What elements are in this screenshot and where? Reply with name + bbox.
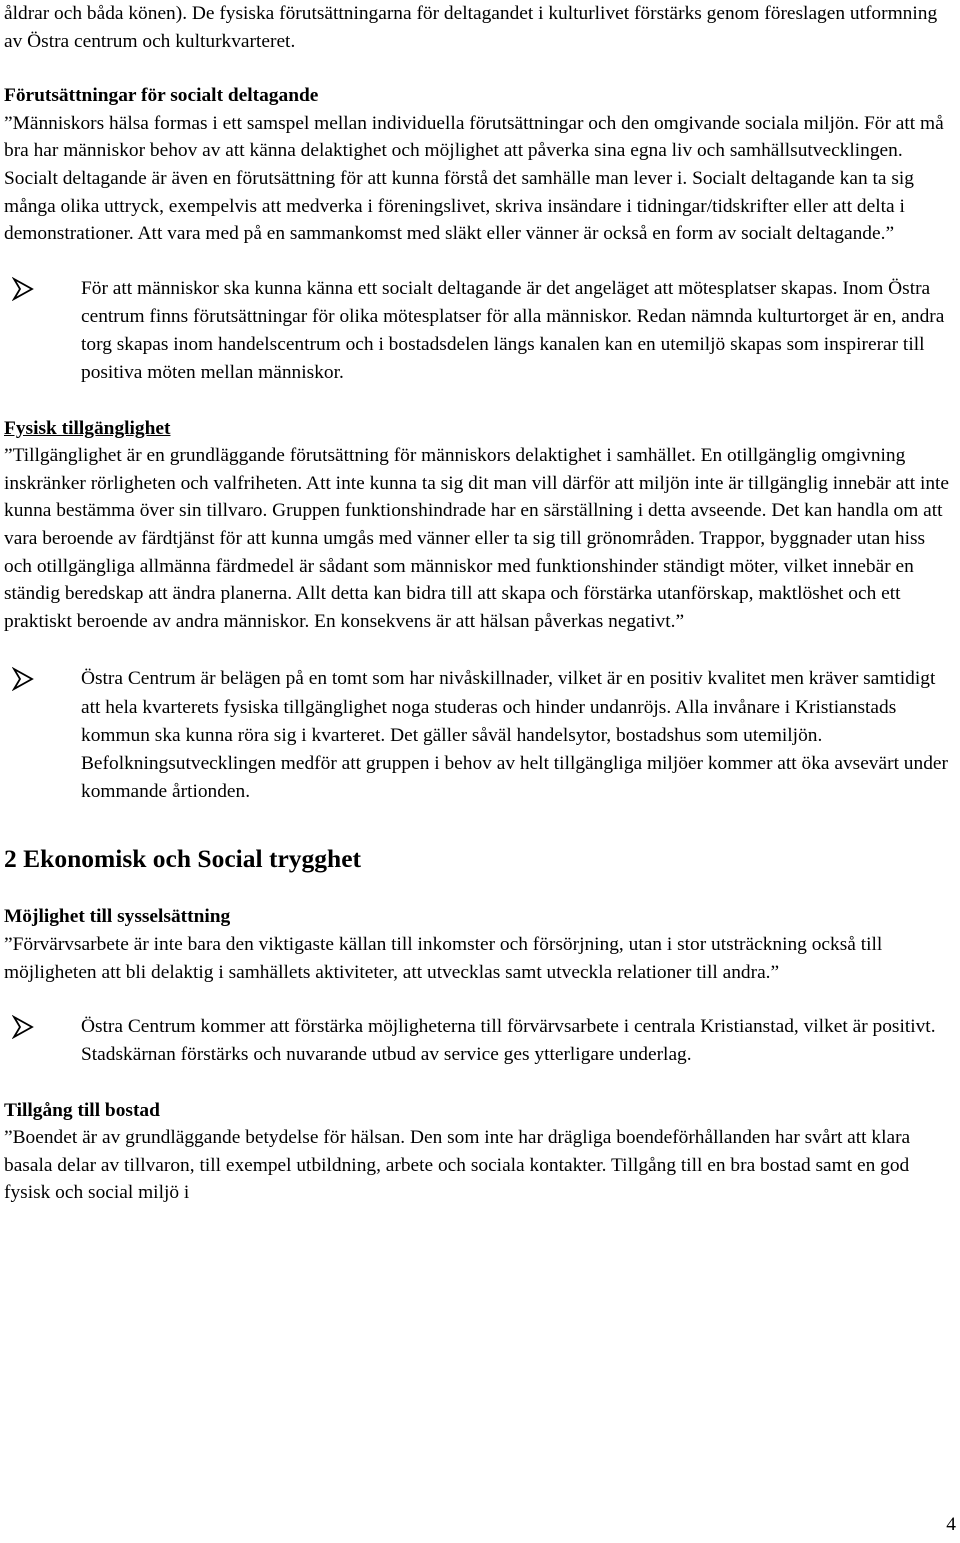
heading-physical-accessibility: Fysisk tillgänglighet [4,417,171,439]
document-page [4,0,956,1207]
paragraph-employment: ”Förvärvsarbete är inte bara den viktigaste källan till inkomster och försörjning, utan i stor utsträckning också till möjligheten att bli delaktig i samhällets aktiviteter, att utvecklas samt utveckla relationer till andra.” [4,933,883,983]
paragraph-housing: ”Boendet är av grundläggande betydelse för hälsan. Den som inte har drägliga boendeförhållanden har svårt att klara basala delar av tillvaron, till exempel utbildning, arbete och sociala kontakter. Tillgång till en bra bostad samt en god fysisk och social miljö i [4,1127,911,1204]
intro-paragraph: åldrar och båda könen). De fysiska förutsättningarna för deltagandet i kulturlivet förstärks genom föreslagen utformning av Östra centrum och kulturkvarteret. [4,3,938,52]
bullet-text: Östra Centrum är belägen på en tomt som har nivåskillnader, vilket är en positiv kvalitet men kräver samtidigt att hela kvarterets fysiska tillgänglighet noga studeras och hinder undanröjs. Alla invånare i Kristianstads kommun ska kunna röra sig i kvarteret. Det gäller såväl handelsytor, bostadshus som utemiljön. [81,668,936,746]
paragraph-physical-accessibility: ”Tillgänglighet är en grundläggande förutsättning för människors delaktighet i samhället. En otillgänglig omgivning inskränker rörligheten och valfriheten. Att inte kunna ta sig dit man vill därför att miljön inte är tillgänglig innebär att inte kunna bestämma över sin tillvaro. Gruppen funktionshindrade har en särställning i detta avseende. Det kan handla om att vara beroende av färdtjänst för att kunna umgås med vänner eller ta sig till grönområden. Trappor, byggnader utan hiss och otillgängliga allmänna färdmedel är sådant som människor med funktionshinder ständigt möter, vilket innebär en ständig beredskap att ändra planerna. Allt detta kan bidra till att skapa och förstärka utanförskap, maktlöshet och ett praktiskt beroende av andra människor. En konsekvens är att hälsan påverkas negativt.” [4,445,950,632]
bullet-text-continued: Befolkningsutvecklingen medför att gruppen i behov av helt tillgängliga miljöer kommer att öka avsevärt under kommande årtionden. [81,752,948,803]
arrow-bullet-icon [12,667,34,691]
bullet-text: Östra Centrum kommer att förstärka möjligheterna till förvärvsarbete i centrala Kristianstad, vilket är positivt. Stadskärnan förstärks och nuvarande utbud av service ges ytterligare underlag. [81,1016,936,1066]
heading-social-participation: Förutsättningar för socialt deltagande [4,85,319,107]
arrow-bullet-icon [12,1015,34,1039]
bullet-meeting-places [4,275,956,388]
section-heading-economic-social-security: 2 Ekonomisk och Social trygghet [4,844,362,874]
arrow-bullet-icon [12,277,34,301]
page-number: 4 [946,1514,956,1535]
heading-housing: Tillgång till bostad [4,1099,160,1121]
bullet-text: För att människor ska kunna känna ett socialt deltagande är det angeläget att mötesplatser skapas. Inom Östra centrum finns förutsättningar för olika mötesplatser för alla människor. Redan nämnda kulturtorget är en, andra torg skapas inom handelscentrum och i bostadsdelen längs kanalen kan en utemiljö skapas som inspirerar till positiva möten mellan människor. [81,277,945,384]
heading-employment: Möjlighet till sysselsättning [4,906,231,928]
bullet-employment [4,1013,956,1069]
bullet-ostra-centrum-accessibility [4,665,956,806]
paragraph-social-participation: ”Människors hälsa formas i ett samspel mellan individuella förutsättningar och den omgivande sociala miljön. För att må bra har människor behov av att känna delaktighet och möjlighet att påverka sina egna liv och samhällsutvecklingen. Socialt deltagande är även en förutsättning för att kunna förstå det samhälle man lever i. Socialt deltagande kan ta sig många olika uttryck, exempelvis att medverka i föreningslivet, skriva insändare i tidningar/tidskrifter eller att delta i demonstrationer. Att vara med på en sammankomst med släkt eller vänner är också en form av socialt deltagande.” [4,112,944,245]
